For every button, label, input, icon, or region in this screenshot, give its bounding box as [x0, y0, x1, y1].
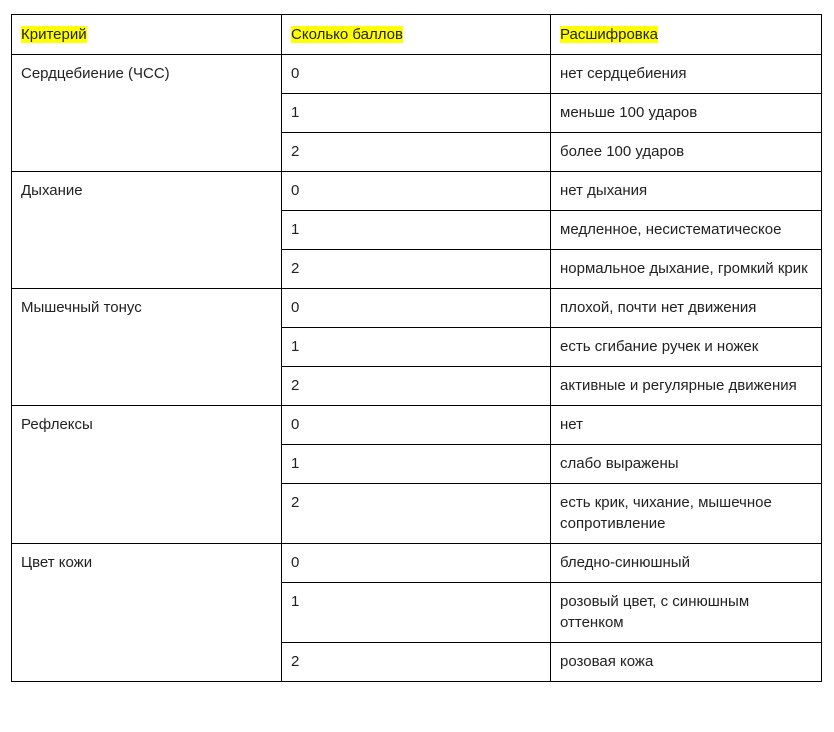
header-cell-points: [282, 15, 551, 55]
apgar-table-container: [11, 14, 821, 682]
apgar-score-table: [11, 14, 822, 682]
points-cell: 0: [282, 55, 551, 94]
header-row: [12, 15, 822, 55]
header-cell-criterion: [12, 15, 282, 55]
points-cell: 0: [282, 289, 551, 328]
explanation-cell: розовый цвет, с синюшным оттенком: [551, 583, 822, 643]
table-row: [12, 55, 822, 94]
explanation-cell: нормальное дыхание, громкий крик: [551, 250, 822, 289]
points-cell: 2: [282, 250, 551, 289]
explanation-cell: активные и регулярные движения: [551, 367, 822, 406]
points-cell: 1: [282, 445, 551, 484]
explanation-cell: есть сгибание ручек и ножек: [551, 328, 822, 367]
points-cell: 2: [282, 484, 551, 544]
points-cell: 1: [282, 211, 551, 250]
explanation-cell: розовая кожа: [551, 643, 822, 682]
explanation-cell: нет дыхания: [551, 172, 822, 211]
explanation-cell: медленное, несистематическое: [551, 211, 822, 250]
explanation-cell: более 100 ударов: [551, 133, 822, 172]
points-cell: 1: [282, 328, 551, 367]
header-explanation-label: Расшифровка: [560, 26, 658, 43]
points-cell: 2: [282, 643, 551, 682]
explanation-cell: нет: [551, 406, 822, 445]
explanation-cell: плохой, почти нет движения: [551, 289, 822, 328]
header-points-label: Сколько баллов: [291, 26, 403, 43]
criterion-cell: Мышечный тонус: [12, 289, 282, 406]
table-row: [12, 172, 822, 211]
explanation-cell: меньше 100 ударов: [551, 94, 822, 133]
explanation-cell: есть крик, чихание, мышечное сопротивление: [551, 484, 822, 544]
table-row: [12, 406, 822, 445]
table-header: [12, 15, 822, 55]
header-criterion-label: Критерий: [21, 26, 87, 43]
explanation-cell: слабо выражены: [551, 445, 822, 484]
criterion-cell: Цвет кожи: [12, 544, 282, 682]
header-cell-explanation: [551, 15, 822, 55]
points-cell: 2: [282, 367, 551, 406]
points-cell: 1: [282, 583, 551, 643]
criterion-cell: Сердцебиение (ЧСС): [12, 55, 282, 172]
explanation-cell: бледно-синюшный: [551, 544, 822, 583]
table-row: [12, 289, 822, 328]
points-cell: 0: [282, 544, 551, 583]
explanation-cell: нет сердцебиения: [551, 55, 822, 94]
criterion-cell: Дыхание: [12, 172, 282, 289]
table-row: [12, 544, 822, 583]
points-cell: 0: [282, 406, 551, 445]
table-body: [12, 55, 822, 682]
points-cell: 2: [282, 133, 551, 172]
criterion-cell: Рефлексы: [12, 406, 282, 544]
points-cell: 1: [282, 94, 551, 133]
points-cell: 0: [282, 172, 551, 211]
